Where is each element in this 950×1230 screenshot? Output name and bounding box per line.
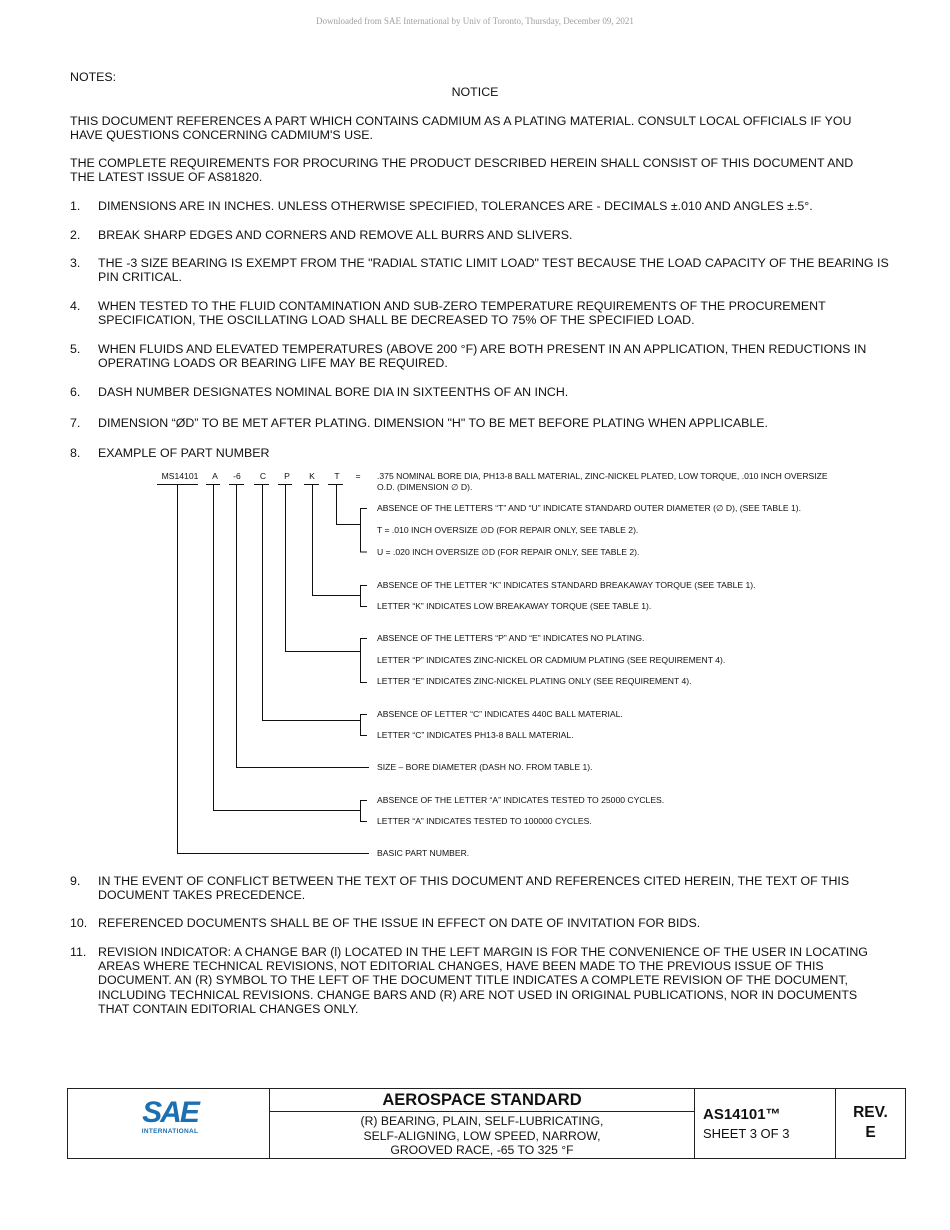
title-line: GROOVED RACE, -65 TO 325 °F — [390, 1143, 574, 1158]
pn-t-line: ABSENCE OF THE LETTERS “T” AND “U” INDICATE STANDARD OUTER DIAMETER (∅ D), (SEE TABLE 1). — [377, 503, 802, 513]
pn-segment-size: -6 — [233, 471, 241, 481]
note-number: 1. — [70, 199, 81, 213]
note-number: 6. — [70, 385, 81, 399]
sae-logo — [135, 1098, 205, 1135]
rev-value: E — [865, 1124, 876, 1141]
pn-segment-c: C — [259, 471, 267, 481]
note-text: DASH NUMBER DESIGNATES NOMINAL BORE DIA IN SIXTEENTHS OF AN INCH. — [98, 385, 569, 399]
note-number: 9. — [70, 874, 81, 888]
document-number: AS14101™ — [703, 1106, 781, 1123]
pn-segment-k: K — [309, 471, 315, 481]
intro-paragraph: THIS DOCUMENT REFERENCES A PART WHICH CONTAINS CADMIUM AS A PLATING MATERIAL. CONSULT LOCAL OFFICIALS IF YOU HAVE QUESTIONS CONCERNING CADMIUM'S USE. — [70, 114, 852, 143]
document-title — [270, 1114, 694, 1158]
pn-segment-a: A — [212, 471, 218, 481]
pn-t-line: T = .010 INCH OVERSIZE ∅D (FOR REPAIR ONLY, SEE TABLE 2). — [377, 525, 639, 535]
intro-paragraph: THE COMPLETE REQUIREMENTS FOR PROCURING THE PRODUCT DESCRIBED HEREIN SHALL CONSIST OF THIS DOCUMENT AND THE LATEST ISSUE OF AS81820. — [70, 156, 854, 185]
note-number: 10. — [70, 916, 88, 930]
sheet-indicator: SHEET 3 OF 3 — [703, 1126, 790, 1141]
note-number: 5. — [70, 342, 81, 356]
pn-c-line: LETTER “C” INDICATES PH13-8 BALL MATERIAL. — [377, 730, 574, 740]
note-text: DIMENSION “ØD” TO BE MET AFTER PLATING. DIMENSION "H" TO BE MET BEFORE PLATING WHEN APPLICABLE. — [98, 416, 768, 430]
note-number: 3. — [70, 256, 81, 270]
pn-example-description: .375 NOMINAL BORE DIA, PH13-8 BALL MATERIAL, ZINC-NICKEL PLATED, LOW TORQUE, .010 INCH OVERSIZE O.D. (DIMENSION ∅ D). — [377, 471, 828, 492]
title-line: (R) BEARING, PLAIN, SELF-LUBRICATING, — [360, 1114, 604, 1128]
note-number: 7. — [70, 416, 81, 430]
note-number: 4. — [70, 299, 81, 313]
pn-t-line: U = .020 INCH OVERSIZE ∅D (FOR REPAIR ONLY, SEE TABLE 2). — [377, 547, 640, 557]
pn-p-line: LETTER “P” INDICATES ZINC-NICKEL OR CADMIUM PLATING (SEE REQUIREMENT 4). — [377, 655, 726, 665]
note-text: THE -3 SIZE BEARING IS EXEMPT FROM THE "RADIAL STATIC LIMIT LOAD" TEST BECAUSE THE LOAD CAPACITY OF THE BEARING IS PIN CRITICAL. — [98, 256, 889, 285]
download-note: Downloaded from SAE International by Univ of Toronto, Thursday, December 09, 2021 — [316, 16, 634, 26]
title-line: SELF-ALIGNING, LOW SPEED, NARROW, — [363, 1128, 601, 1143]
rev-label: REV. — [853, 1104, 888, 1121]
notice-heading: NOTICE — [451, 85, 499, 99]
note-text: REFERENCED DOCUMENTS SHALL BE OF THE ISSUE IN EFFECT ON DATE OF INVITATION FOR BIDS. — [98, 916, 701, 930]
note-number: 2. — [70, 228, 81, 242]
pn-k-line: ABSENCE OF THE LETTER “K” INDICATES STANDARD BREAKAWAY TORQUE (SEE TABLE 1). — [377, 580, 756, 590]
pn-segment-base: MS14101 — [161, 471, 199, 481]
sae-logo-sub: INTERNATIONAL — [141, 1128, 199, 1135]
pn-c-line: ABSENCE OF LETTER “C” INDICATES 440C BALL MATERIAL. — [377, 709, 623, 719]
pn-a-line: ABSENCE OF THE LETTER “A” INDICATES TESTED TO 25000 CYCLES. — [377, 795, 665, 805]
pn-segment-p: P — [284, 471, 290, 481]
sae-logo-mark: SAE — [142, 1096, 198, 1129]
pn-p-line: LETTER “E” INDICATES ZINC-NICKEL PLATING ONLY (SEE REQUIREMENT 4). — [377, 676, 692, 686]
revision — [836, 1103, 905, 1143]
pn-segment-t: T — [334, 471, 340, 481]
note-text: IN THE EVENT OF CONFLICT BETWEEN THE TEXT OF THIS DOCUMENT AND REFERENCES CITED HEREIN, THE TEXT OF THIS DOCUMENT TAKES PRECEDENCE. — [98, 874, 850, 903]
note-text: REVISION INDICATOR: A CHANGE BAR (l) LOCATED IN THE LEFT MARGIN IS FOR THE CONVENIENCE OF THE USER IN LOCATING AREAS WHERE TECHNICAL REVISIONS, NOT EDITORIAL CHANGES, HAVE BEEN MADE TO THE PREVIOUS ISSUE OF THIS DOCUMENT. AN (R) SYMBOL TO THE LEFT OF THE DOCUMENT TITLE INDICATES A COMPLETE REVISION OF THE DOCUMENT, INCLUDING TECHNICAL REVISIONS. CHANGE BARS AND (R) ARE NOT USED IN ORIGINAL PUBLICATIONS, NOR IN DOCUMENTS THAT CONTAIN EDITORIAL CHANGES ONLY. — [98, 945, 868, 1016]
notes-label: NOTES: — [70, 70, 117, 84]
pn-equals: = — [355, 471, 361, 481]
pn-a-line: LETTER “A” INDICATES TESTED TO 100000 CYCLES. — [377, 816, 592, 826]
note-number: 8. — [70, 446, 81, 460]
pn-basic-line: BASIC PART NUMBER. — [377, 848, 470, 858]
note-text: WHEN FLUIDS AND ELEVATED TEMPERATURES (ABOVE 200 °F) ARE BOTH PRESENT IN AN APPLICATION, THEN REDUCTIONS IN OPERATING LOADS OR BEARING LIFE MAY BE REQUIRED. — [98, 342, 867, 371]
note-text: EXAMPLE OF PART NUMBER — [98, 446, 270, 460]
note-text: DIMENSIONS ARE IN INCHES. UNLESS OTHERWISE SPECIFIED, TOLERANCES ARE - DECIMALS ±.010 AND ANGLES ±.5°. — [98, 199, 813, 213]
note-text: WHEN TESTED TO THE FLUID CONTAMINATION AND SUB-ZERO TEMPERATURE REQUIREMENTS OF THE PROCUREMENT SPECIFICATION, THE OSCILLATING LOAD SHALL BE DECREASED TO 75% OF THE SPECIFIED LOAD. — [98, 299, 826, 328]
pn-size-line: SIZE – BORE DIAMETER (DASH NO. FROM TABLE 1). — [377, 762, 593, 772]
note-number: 11. — [70, 945, 87, 959]
pn-k-line: LETTER “K” INDICATES LOW BREAKAWAY TORQUE (SEE TABLE 1). — [377, 601, 652, 611]
note-text: BREAK SHARP EDGES AND CORNERS AND REMOVE ALL BURRS AND SLIVERS. — [98, 228, 573, 242]
pn-p-line: ABSENCE OF THE LETTERS “P” AND “E” INDICATES NO PLATING. — [377, 633, 645, 643]
standard-type: AEROSPACE STANDARD — [382, 1091, 582, 1109]
